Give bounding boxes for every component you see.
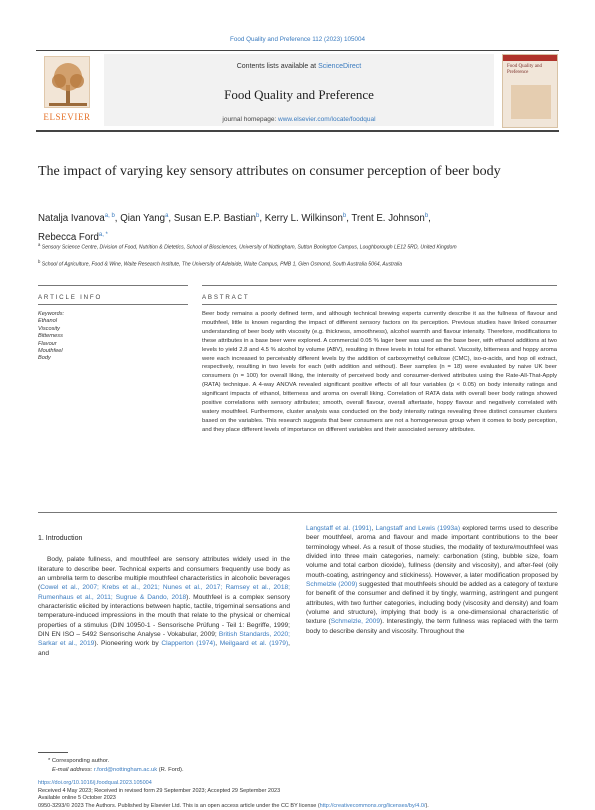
keyword-item: Bitterness — [38, 333, 63, 340]
author-name: Trent E. Johnson — [351, 213, 425, 225]
author-affiliation-link[interactable]: b — [342, 213, 347, 219]
cover-band — [503, 55, 557, 61]
body-column-left — [38, 534, 290, 658]
body-paragraph — [38, 555, 290, 658]
license-line — [38, 803, 558, 810]
header-rule-bottom — [36, 130, 559, 132]
author-name: Susan E.P. Bastian — [173, 213, 257, 225]
abstract-rule-bottom — [202, 304, 557, 305]
body-text: ). Mouthfeel is a complex sensory characteristic elicited by interactions between haptic, tactile, trigeminal sensations and temperature-induced impressions in the mouth that relate to the physical or chemical properties of a stimulus (DIN 10950-1 - Sensorische Prüfung - Teil 1: Begriffe, 1999; DIN EN ISO – 5492 Sensorische Analyse - Vokabular, 2009; — [38, 593, 290, 639]
article-title: The impact of varying key sensory attributes on consumer perception of beer body — [38, 164, 501, 179]
journal-info-box — [104, 54, 494, 126]
keyword-item: Flavour — [38, 340, 57, 347]
sciencedirect-link[interactable]: ScienceDirect — [318, 63, 362, 70]
corresponding-author-note: * Corresponding author. — [48, 758, 110, 764]
cover-title: Food Quality and Preference — [507, 64, 542, 75]
article-info-heading: ARTICLE INFO — [38, 294, 103, 301]
doi-link[interactable]: https://doi.org/10.1016/j.foodqual.2023.105004 — [38, 780, 152, 786]
license-text: 0950-3293/© 2023 The Authors. Published by Elsevier Ltd. This is an open access article under the CC BY license ( — [38, 802, 320, 809]
abstract-rule-top — [202, 285, 557, 286]
email-suffix: (R. Ford). — [157, 767, 184, 773]
article-info-rule-bottom — [38, 304, 188, 305]
publication-info — [38, 780, 558, 810]
journal-header — [36, 50, 559, 130]
publisher-name: ELSEVIER — [43, 112, 91, 122]
cover-artwork — [511, 85, 551, 119]
affiliation-b — [38, 258, 558, 269]
body-text: , — [371, 525, 376, 532]
citation-link[interactable]: British Standards, 2020; Sarkar et al., 2019 — [38, 631, 290, 648]
author-affiliation-link[interactable]: b — [256, 213, 260, 219]
article-info-rule-top — [38, 285, 188, 286]
keywords-heading: Keywords: — [38, 311, 65, 317]
author-name: Qian Yang — [120, 213, 166, 225]
keyword-item: Mouthfeel — [38, 348, 63, 355]
elsevier-tree-icon — [44, 56, 90, 108]
body-text: Body, palate fullness, and mouthfeel are sensory attributes widely used in the literature to describe beer. Technical experts and consumers frequently use body as an umbrella term to describe multiple mouthfeel characteristics in alcoholic beverages ( — [38, 556, 290, 592]
body-text: , — [215, 640, 220, 648]
journal-homepage-link[interactable]: www.elsevier.com/locate/foodqual — [278, 116, 376, 123]
citation-link[interactable]: Cowel et al., 2007; Krebs et al., 2021; Nunes et al., 2017; Ramsey et al., 2018; Rumenhaus et al., 2011; Sugrue & Dando, 2018 — [38, 584, 290, 601]
keywords-list — [38, 311, 188, 363]
body-text: explored terms used to describe beer mouthfeel, aroma and flavour and made important contributions to the beer terminology wheel. As a result of those studies, the modality of texture/mouthfeel was divided into three main categories, namely: carbonation (sting, bubble size, foam volume and total carbon dioxide), fullness (density and viscosity), and after-feel (oily mouth-coating, astringency and stickiness). However, a later modification proposed by — [306, 525, 558, 579]
email-label: E-mail address: — [52, 767, 94, 773]
license-text-end: ). — [425, 802, 429, 809]
body-column-right — [306, 524, 558, 636]
homepage-prefix: journal homepage: — [222, 116, 279, 123]
citation-link[interactable]: Schmelzle, 2009 — [330, 618, 380, 626]
license-link[interactable]: http://creativecommons.org/licenses/by/4.0/ — [319, 802, 426, 809]
contents-line — [104, 63, 494, 70]
affiliation-marker: a — [38, 242, 41, 247]
section-heading: 1. Introduction — [38, 535, 83, 542]
abstract-text: Beer body remains a poorly defined term, and although technical brewing experts currently describe it as the fullness of flavour and mouthfeel, little is known regarding the impact of different sensory factors on its perception. Previous studies have linked consumer understanding of beer body with viscosity (e.g. thickness, smoothness), alcohol warmth and flavour intensity. Therefore, modifications to these attributes in a base beer were explored. A commercial 0.05 % lager beer was used as the base beer, with ethanol additions at two levels to yield 2.8 and 4.5 % alcohol by volume (ABV), resulting in three levels in total for ethanol. Viscosity, bitterness and hoppy aroma were each increased to perceivably different levels by the addition of carboxymethyl cellulose (CMC), iso-α-acids, and hop oil extract, respectively, resulting in two levels for each (with addition and without). Beer samples (n = 18) were evaluated by naive UK beer consumers (n = 100) for overall liking, the intensity of perceived body and consumer-derived attributes using the Rate-All-That-Apply (RATA) technique. A 4-way ANOVA revealed significant positive effects of all four variables (p < 0.05) on body intensity ratings and significant impacts of ethanol, bitterness and aroma on overall liking. Correlation of RATA data with overall beer body ratings showed positive correlations with sensory attributes; smooth, overall flavour, overall aftertaste, hoppy flavour and negatively correlated with watery mouthfeel. Furthermore, cluster analysis was conducted on the body intensity ratings revealing three distinct consumer clusters based on the variables. This research suggests that beer consumers are not a homogeneous group when it comes to body perception, and they place different levels of importance on different variables and their associated sensory attributes. — [202, 311, 557, 433]
author-name: Rebecca Ford — [38, 232, 99, 244]
citation-link[interactable]: Langstaff and Lewis (1993a) — [375, 525, 461, 532]
journal-reference-link[interactable]: Food Quality and Preference 112 (2023) 105004 — [229, 36, 365, 43]
author-name: Natalja Ivanova — [38, 213, 105, 225]
journal-cover-image[interactable] — [502, 54, 558, 128]
header-rule-top — [36, 50, 559, 51]
email-link[interactable]: r.ford@nottingham.ac.uk — [93, 767, 158, 773]
author-affiliation-link[interactable]: a, * — [98, 232, 108, 239]
footnote-rule — [38, 752, 68, 753]
author-list: Natalja Ivanova$^{a, b}$, Qian Yang$^a$, Susan E.P. Bastian$^b$, Kerry L. Wilkinson$^b$, Trent E. Johnson$^b$, Rebecca Ford$^{a, *}$ — [38, 213, 431, 244]
citation-link[interactable]: Langstaff et al. (1991) — [306, 525, 372, 532]
homepage-line — [104, 116, 494, 123]
affiliation-marker: b — [38, 259, 41, 264]
body-text: suggested that mouthfeels should be added as a category of texture for benefit of the consumer and defined it by tingly, warming, astringent and pungent attributes, with two further categories, including body (viscosity and density) and foam (volume and structure), implying that body is a one-dimensional characteristic of texture ( — [306, 581, 558, 626]
author-name: Kerry L. Wilkinson — [264, 213, 343, 225]
affiliation-text: Sensory Science Centre, Division of Food, Nutrition & Dietetics, School of Biosciences, University of Nottingham, Sutton Bonington Campus, Loughborough LE12 5RD, United Kingdom — [41, 244, 457, 251]
affiliation-a — [38, 241, 558, 252]
body-text: ). Pioneering work by — [94, 640, 162, 648]
journal-title: Food Quality and Preference — [224, 87, 374, 102]
keyword-item: Ethanol — [38, 318, 57, 325]
keyword-item: Viscosity — [38, 325, 60, 332]
keyword-item: Body — [38, 355, 51, 362]
author-affiliation-link[interactable]: b — [424, 213, 429, 219]
citation-link[interactable]: Clapperton (1974) — [161, 640, 216, 648]
body-paragraph — [306, 524, 558, 636]
affiliation-text: School of Agriculture, Food & Wine, Waite Research Institute, The University of Adelaide, Waite Campus, PMB 1, Glen Osmond, South Australia 5064, Australia — [41, 261, 403, 268]
received-dates: Received 4 May 2023; Received in revised form 29 September 2023; Accepted 29 September 2023 — [38, 787, 281, 794]
email-note — [52, 766, 184, 774]
author-affiliation-link[interactable]: a — [165, 213, 169, 219]
body-text: ). Interestingly, the term fullness was replaced with the term body to describe density and viscosity. Throughout the — [306, 618, 558, 635]
available-online: Available online 5 October 2023 — [38, 795, 116, 802]
abstract-heading: ABSTRACT — [202, 294, 250, 301]
contents-prefix: Contents lists available at — [236, 63, 319, 70]
citation-link[interactable]: Meilgaard et al. (1979) — [219, 640, 289, 648]
citation-link[interactable]: Schmelzle (2009) — [306, 581, 358, 589]
author-affiliation-link[interactable]: a, b — [104, 213, 115, 219]
abstract-rule-end — [38, 512, 557, 513]
elsevier-logo — [38, 56, 96, 126]
body-text: , and — [38, 640, 291, 657]
